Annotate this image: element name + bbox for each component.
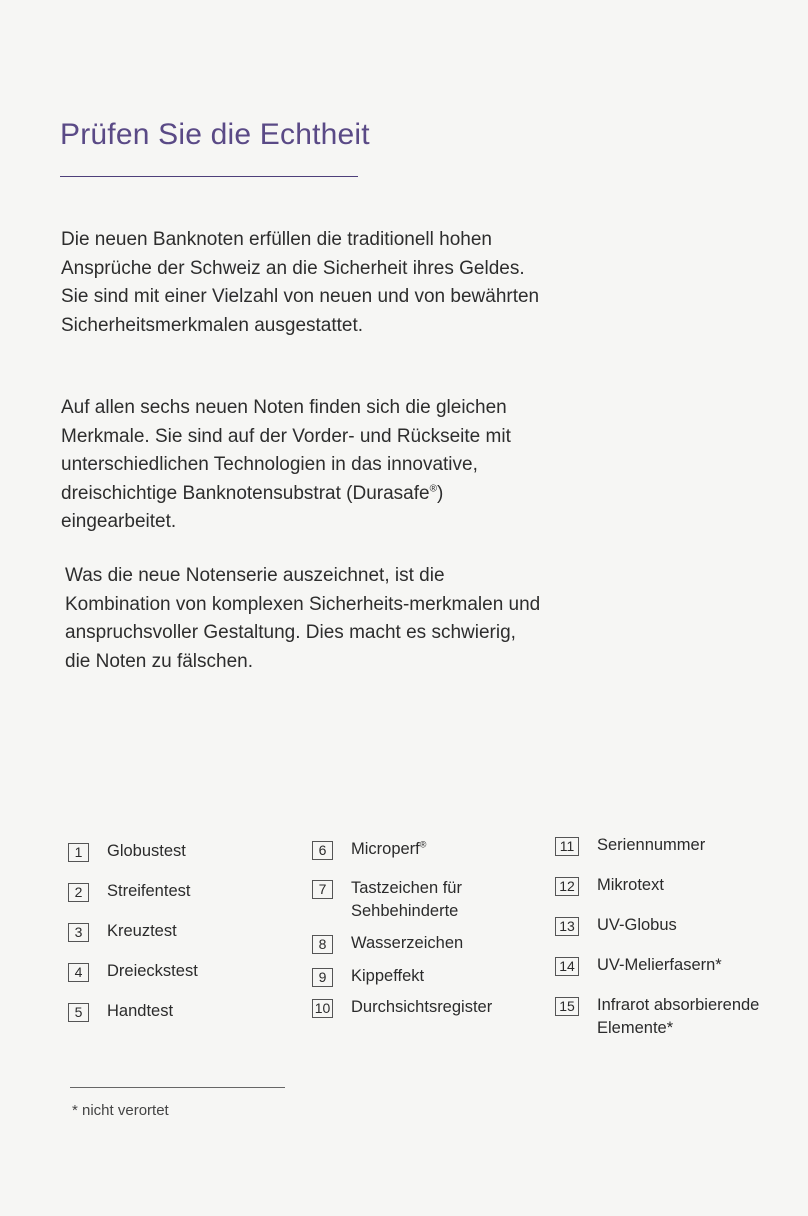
legend-number: 1 [68, 843, 89, 862]
legend-number: 12 [555, 877, 579, 896]
registered-mark: ® [429, 483, 437, 495]
legend-number: 15 [555, 997, 579, 1016]
legend-item [68, 880, 190, 903]
legend-number: 11 [555, 837, 579, 856]
legend-label: Wasserzeichen [351, 934, 464, 952]
legend-label [351, 838, 426, 861]
features-paragraph-end: ) eingearbeitet. [61, 482, 444, 532]
legend-label: Globustest [107, 842, 186, 860]
features-paragraph [61, 394, 541, 537]
intro-paragraph: Die neuen Banknoten erfüllen die traditionell hohen Ansprüche der Schweiz an die Sicherheit ihres Geldes. Sie sind mit einer Vielzahl von neuen und von bewährten Sicherheitsmerkmalen ausgestattet. [61, 229, 540, 336]
title-divider [60, 176, 358, 177]
summary-paragraph: Was die neue Notenserie auszeichnet, ist die Kombination von komplexen Sicherheits-merkmalen und anspruchsvoller Gestaltung. Dies macht es schwierig, die Noten zu fälschen. [65, 565, 541, 672]
legend-number: 3 [68, 923, 89, 942]
legend-label: Kippeffekt [351, 967, 425, 985]
legend-number: 6 [312, 841, 333, 860]
legend-item [68, 960, 198, 983]
features-paragraph-text: Auf allen sechs neuen Noten finden sich die gleichen Merkmale. Sie sind auf der Vorder- und Rückseite mit unterschiedlichen Technologien in das innovative, dreischichtige Banknotensubstrat (Durasafe [61, 397, 511, 504]
page-title: Prüfen Sie die Echtheit [60, 118, 370, 151]
legend-item [555, 954, 722, 977]
legend-label: Infrarot absorbierende Elemente* [597, 996, 760, 1037]
legend-item [555, 874, 664, 897]
legend-label: Streifentest [107, 882, 191, 900]
legend-label: UV-Melierfasern* [597, 956, 722, 974]
legend-number: 4 [68, 963, 89, 982]
legend-item [312, 965, 424, 988]
legend-item [312, 932, 463, 955]
legend-label: UV-Globus [597, 916, 677, 934]
legend-label: Seriennummer [597, 836, 706, 854]
legend-number: 5 [68, 1003, 89, 1022]
legend-number: 8 [312, 935, 333, 954]
footnote-divider [70, 1087, 285, 1088]
legend-item [312, 838, 426, 861]
legend-item [68, 920, 177, 943]
legend-label-text: Microperf [351, 840, 420, 858]
legend-item [312, 877, 512, 923]
legend-number: 13 [555, 917, 579, 936]
legend-item [555, 834, 705, 857]
legend-number: 9 [312, 968, 333, 987]
legend-label: Handtest [107, 1002, 174, 1020]
legend-label: Durchsichtsregister [351, 998, 493, 1016]
legend-label: Mikrotext [597, 876, 664, 894]
legend-number: 7 [312, 880, 333, 899]
footnote: * nicht verortet [72, 1102, 169, 1119]
legend-number: 14 [555, 957, 579, 976]
legend-number: 10 [312, 999, 333, 1018]
legend-number: 2 [68, 883, 89, 902]
legend-label: Dreieckstest [107, 962, 198, 980]
legend-item [555, 914, 677, 937]
legend-item [68, 840, 186, 863]
registered-mark: ® [419, 839, 427, 850]
legend-label: Kreuztest [107, 922, 177, 940]
legend-item [555, 994, 785, 1040]
legend-item [312, 996, 492, 1019]
legend-item [68, 1000, 173, 1023]
legend-label: Tastzeichen für Sehbehinderte [351, 879, 462, 920]
